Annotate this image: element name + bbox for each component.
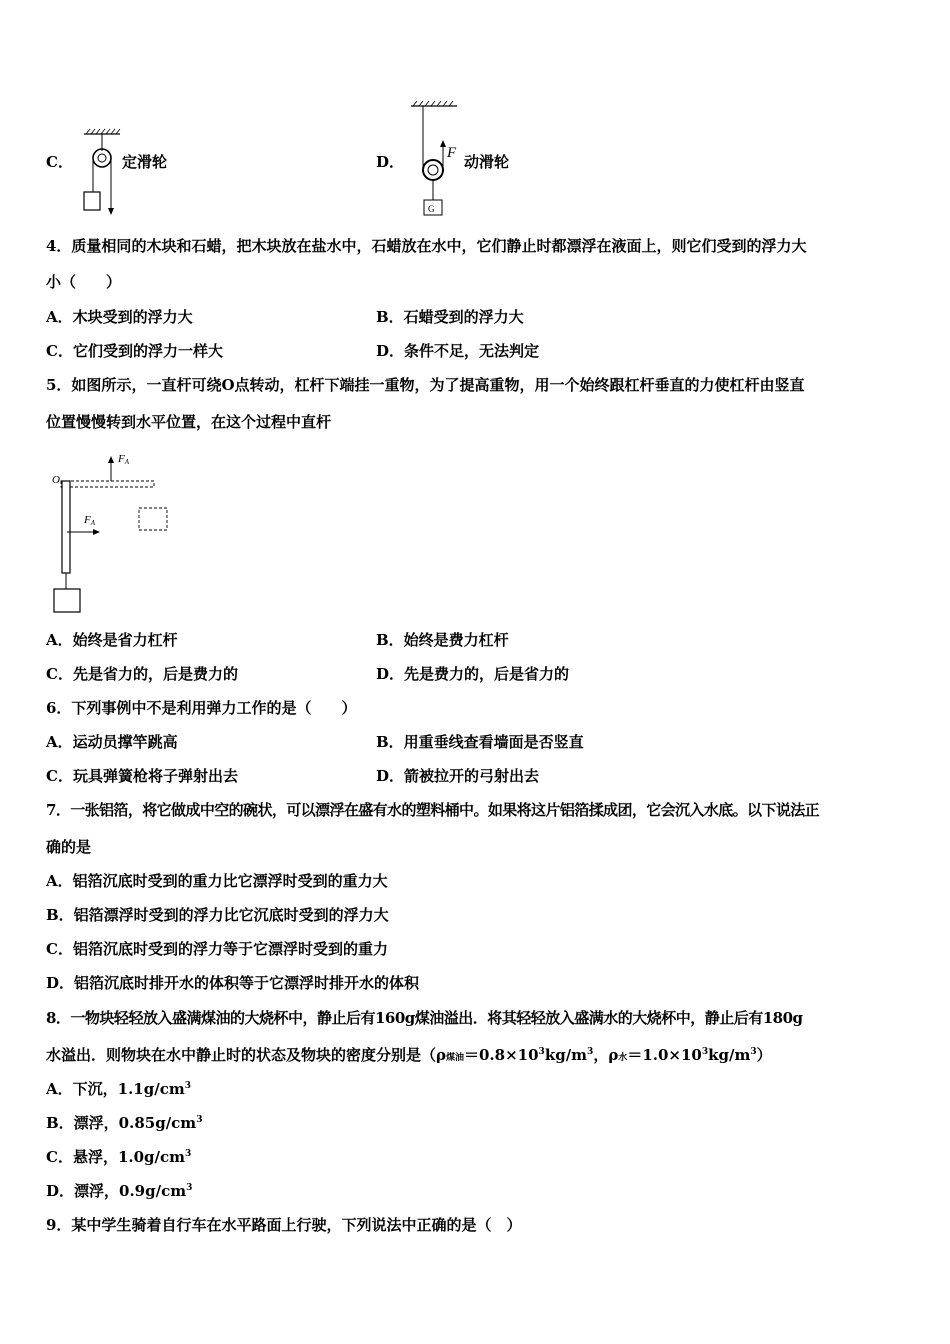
- q8-option-a: A．下沉，$1.1g/cm^3$: [46, 1080, 191, 1098]
- q5-stem-line1: 5．如图所示，一直杆可绕O点转动，杠杆下端挂一重物，为了提高重物，用一个始终跟杠杆垂直的力使杠杆由竖直: [46, 376, 805, 394]
- q9-stem: 9．某中学生骑着自行车在水平路面上行驶，下列说法中正确的是（ ）: [46, 1216, 522, 1234]
- q4-stem-line1: 4．质量相同的木块和石蜡，把木块放在盐水中，石蜡放在水中，它们静止时都漂浮在液面上，则它们受到的浮力大: [46, 237, 807, 255]
- q8-option-d: D．漂浮，$0.9g/cm^3$: [46, 1182, 193, 1200]
- force-fa-mid-label: FA: [84, 514, 96, 527]
- q5-stem-line2: 位置慢慢转到水平位置，在这个过程中直杆: [46, 413, 332, 431]
- q7-option-d: D．铝箔沉底时排开水的体积等于它漂浮时排开水的体积: [46, 974, 420, 992]
- q5-option-c: C．先是省力的，后是费力的: [46, 665, 238, 683]
- q8-stem-line1: 8．一物块轻轻放入盛满煤油的大烧杯中，静止后有160g煤油溢出．将其轻轻放入盛满水的大烧杯中，静止后有180g: [46, 1009, 803, 1027]
- q4-option-b: B．石蜡受到的浮力大: [376, 308, 524, 326]
- lever-figure: [46, 448, 176, 618]
- q6-option-a: A．运动员撑竿跳高: [46, 733, 178, 751]
- q4-stem-line2: 小（ ）: [46, 273, 122, 291]
- fixed-pulley-figure: [80, 128, 125, 218]
- q6-option-d: D．箭被拉开的弓射出去: [376, 767, 540, 785]
- movable-pulley-figure: [405, 100, 465, 220]
- q8-option-c: C．悬浮，$1.0g/cm^3$: [46, 1148, 192, 1166]
- weight-g-label: G: [428, 204, 435, 214]
- q7-option-b: B．铝箔漂浮时受到的浮力比它沉底时受到的浮力大: [46, 906, 389, 924]
- q8-stem-line2: 水溢出．则物块在水中静止时的状态及物块的密度分别是（ρ煤油$=0.8\times 10^3kg/m^3$，ρ水$=1.0\times 10^3kg/m^3$）: [46, 1046, 772, 1064]
- q5-option-d: D．先是费力的，后是省力的: [376, 665, 570, 683]
- q6-stem: 6．下列事例中不是利用弹力工作的是（ ）: [46, 699, 357, 717]
- q4-option-a: A．木块受到的浮力大: [46, 308, 193, 326]
- q7-option-c: C．铝箔沉底时受到的浮力等于它漂浮时受到的重力: [46, 940, 388, 958]
- q6-option-c: C．玩具弹簧枪将子弹射出去: [46, 767, 238, 785]
- force-f-label: F: [447, 145, 457, 161]
- q8-option-b: B．漂浮，$0.85g/cm^3$: [46, 1114, 203, 1132]
- pivot-o-label: O: [52, 474, 60, 486]
- q4-option-c: C．它们受到的浮力一样大: [46, 342, 223, 360]
- option-d-letter: D．: [376, 153, 405, 171]
- q5-option-a: A．始终是省力杠杆: [46, 631, 178, 649]
- option-c-label: 定滑轮: [122, 153, 168, 171]
- q4-option-d: D．条件不足，无法判定: [376, 342, 540, 360]
- q6-option-b: B．用重垂线查看墙面是否竖直: [376, 733, 584, 751]
- q7-stem-line2: 确的是: [46, 838, 92, 856]
- q5-option-b: B．始终是费力杠杆: [376, 631, 509, 649]
- q7-stem-line1: 7．一张铝箔，将它做成中空的碗状，可以漂浮在盛有水的塑料桶中。如果将这片铝箔揉成团，它会沉入水底。以下说法正: [46, 801, 820, 819]
- force-fa-top-label: FA: [118, 453, 130, 466]
- q7-option-a: A．铝箔沉底时受到的重力比它漂浮时受到的重力大: [46, 872, 388, 890]
- option-d-label: 动滑轮: [464, 153, 510, 171]
- option-c-letter: C．: [46, 153, 73, 171]
